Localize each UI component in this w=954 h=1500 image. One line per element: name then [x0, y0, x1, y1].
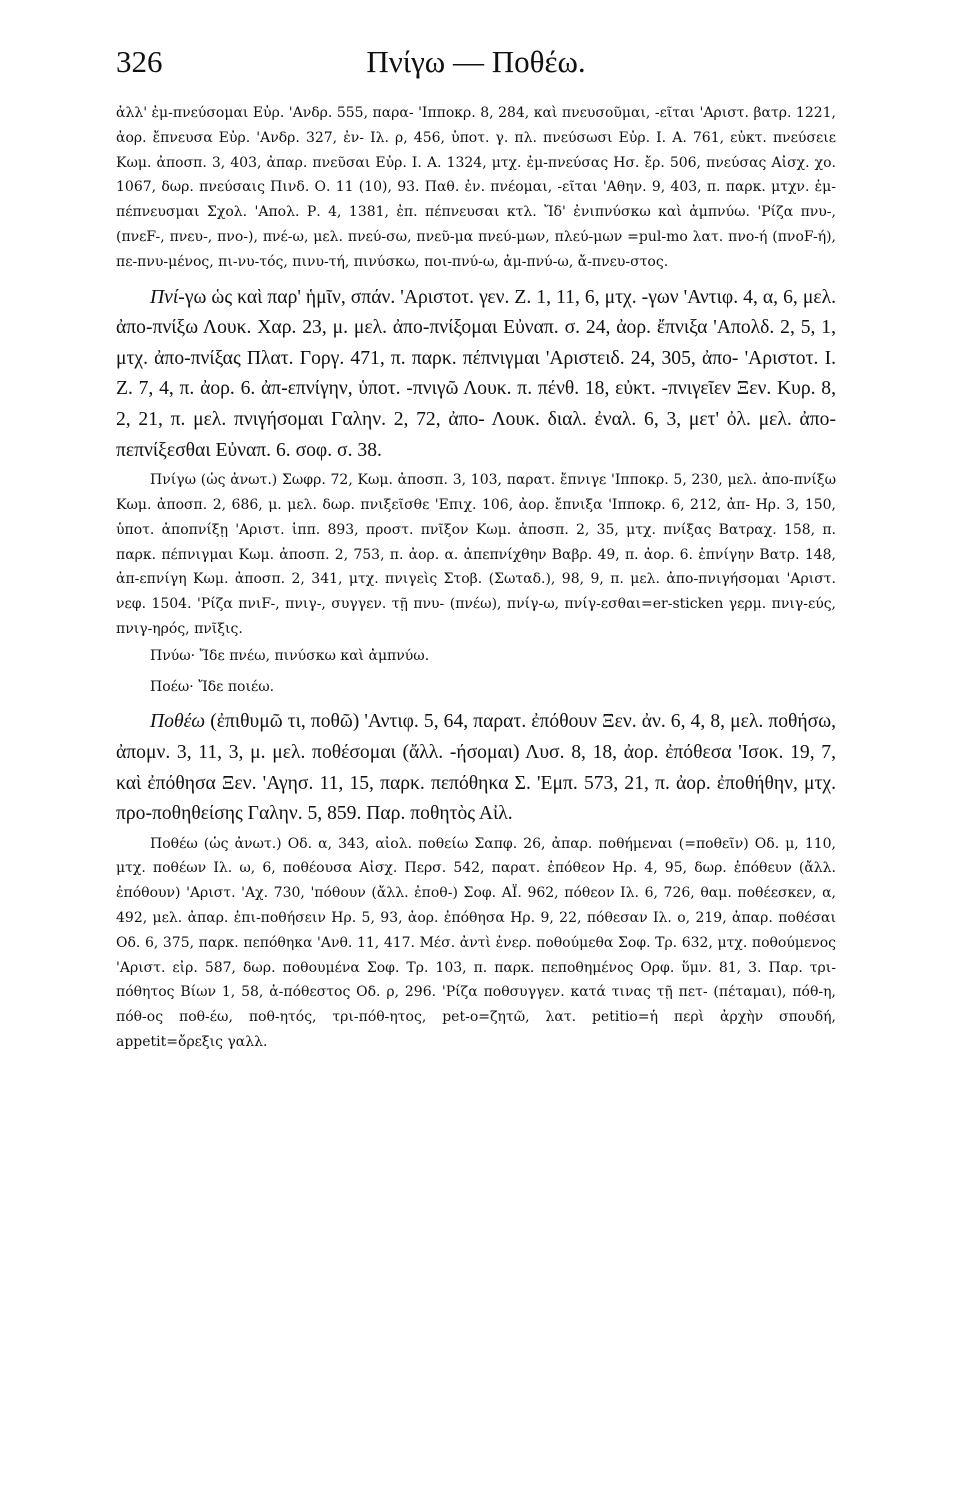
page-body — [116, 101, 836, 1055]
entry-text: Ποθέω (ὡς ἀνωτ.) Οδ. α, 343, αἰολ. ποθείω Σαπφ. 26, ἀπαρ. ποθήμεναι (=ποθεῖν) Οδ. μ, 110, μτχ. ποθέων Ιλ. ω, 6, ποθέουσα Αἰσχ. Περσ. 542, παρατ. ἐπόθεον Ηρ. 4, 95, δωρ. ἐπόθευν (ἄλλ. ἐπόθουν) 'Αριστ. 'Αχ. 730, 'πόθουν (ἄλλ. ἐποθ-) Σοφ. ΑΪ. 962, πόθεον Ιλ. 6, 726, θαμ. ποθέεσκεν, α, 492, μελ. ἀπαρ. ἐπι-ποθήσειν Ηρ. 5, 93, ἀορ. ἐπόθησα Ηρ. 9, 22, πόθεσαν Ιλ. ο, 219, ἀπαρ. ποθέσαι Οδ. 6, 375, παρκ. πεπόθηκα 'Ανθ. 11, 417. Μέσ. ἀντὶ ἐνερ. ποθούμεθα Σοφ. Τρ. 632, μτχ. ποθούμενος 'Αριστ. εἰρ. 587, δωρ. ποθουμένα Σοφ. Τρ. 103, π. παρκ. πεποθημένος Ορφ. ὕμν. 81, 3. Παρ. τρι-πόθητος Βίων 1, 58, ἀ-πόθεστος Οδ. ρ, 296. 'Ρίζα ποθσυγγεν. κατά τινας τῇ πετ- (πέταμαι), πόθ-η, πόθ-ος ποθ-έω, ποθ-ητός, τρι-πόθ-ητος, pet-o=ζητῶ, λατ. petitio=ἡ περὶ ἀρχὴν σπουδή, appetit=ὄρεξις γαλλ. — [116, 835, 836, 1051]
entry-text: Πνύω· Ἴδε πνέω, πινύσκω καὶ ἀμπνύω. — [150, 647, 430, 664]
entry-pneo-continued — [116, 101, 836, 275]
running-title: Πνίγω — Ποθέω. — [366, 44, 586, 79]
entry-text: (ἐπιθυμῶ τι, ποθῶ) 'Αντιφ. 5, 64, παρατ. ἐπόθουν Ξεν. ἀν. 6, 4, 8, μελ. ποθήσω, ἀπομν. 3, 11, 3, μ. μελ. ποθέσομαι (ἄλλ. -ήσομαι) Λυσ. 8, 18, ἀορ. ἐπόθεσα 'Ισοκ. 19, 7, καὶ ἐπόθησα Ξεν. 'Αγησ. 11, 15, παρκ. πεπόθηκα Σ. 'Εμπ. 573, 21, π. ἀορ. ἐποθήθην, μτχ. προ-ποθηθείσης Γαλην. 5, 859. Παρ. ποθητὸς Αἰλ. — [116, 711, 836, 825]
entry-potheo-attic — [116, 707, 836, 829]
running-head — [116, 40, 836, 84]
entry-potheo-other — [116, 832, 836, 1055]
entry-pnigo-other — [116, 468, 836, 642]
entry-lemma: Ποθέω — [150, 711, 206, 733]
entry-poeo-crossref — [116, 675, 836, 700]
entry-pnyo-crossref — [116, 644, 836, 669]
entry-text: Πνίγω (ὡς ἀνωτ.) Σωφρ. 72, Κωμ. ἀποσπ. 3, 103, παρατ. ἔπνιγε 'Ιπποκρ. 5, 230, μελ. ἀπο-πνίξω Κωμ. ἀποσπ. 2, 686, μ. μελ. δωρ. πνιξεῖσθε 'Επιχ. 106, ἀορ. ἔπνιξα 'Ιπποκρ. 6, 212, ἀπ- Ηρ. 3, 150, ὑποτ. ἀποπνίξῃ 'Αριστ. ἱππ. 893, προστ. πνῖξον Κωμ. ἀποσπ. 2, 35, μτχ. πνίξας Βατραχ. 158, π. παρκ. πέπνιγμαι Κωμ. ἀποσπ. 2, 753, π. ἀορ. α. ἀπεπνίχθην Βαβρ. 49, π. ἀορ. 6. ἐπνίγην Βατρ. 148, ἀπ-επνίγη Κωμ. ἀποσπ. 2, 341, μτχ. πνιγεὶς Στοβ. (Σωταδ.), 98, 9, π. μελ. ἀπο-πνιγήσομαι 'Αριστ. νεφ. 1504. 'Ρίζα πνιF-, πνιγ-, συγγεν. τῇ πνυ- (πνέω), πνίγ-ω, πνίγ-εσθαι=er-sticken γερμ. πνιγ-εύς, πνιγ-ηρός, πνῖξις. — [116, 472, 836, 637]
entry-text: -γω ὡς καὶ παρ' ἡμῖν, σπάν. 'Αριστοτ. γεν. Ζ. 1, 11, 6, μτχ. -γων 'Αντιφ. 4, α, 6, μελ. ἀπο-πνίξω Λουκ. Χαρ. 23, μ. μελ. ἀπο-πνίξομαι Εὐναπ. σ. 24, ἀορ. ἔπνιξα 'Απολδ. 2, 5, 1, μτχ. ἀπο-πνίξας Πλατ. Γοργ. 471, π. παρκ. πέπνιγμαι 'Αριστειδ. 24, 305, ἀπο- 'Αριστοτ. Ι. Ζ. 7, 4, π. ἀορ. 6. ἀπ-επνίγην, ὑποτ. -πνιγῶ Λουκ. π. πένθ. 18, εὐκτ. -πνιγεῖεν Ξεν. Κυρ. 8, 2, 21, π. μελ. πνιγήσομαι Γαλην. 2, 72, ἀπο- Λουκ. διαλ. ἐναλ. 6, 3, μετ' ὀλ. μελ. ἀπο-πεπνίξεσθαι Εὐναπ. 6. σοφ. σ. 38. — [116, 286, 836, 461]
entry-text: Ποέω· Ἴδε ποιέω. — [150, 678, 275, 695]
entry-pnigo-attic — [116, 283, 836, 467]
entry-text: ἀλλ' ἐμ-πνεύσομαι Εὐρ. 'Ανδρ. 555, παρα- 'Ιπποκρ. 8, 284, καὶ πνευσοῦμαι, -εῖται 'Αριστ. βατρ. 1221, ἀορ. ἔπνευσα Εὐρ. 'Ανδρ. 327, ἐν- Ιλ. ρ, 456, ὑποτ. γ. πλ. πνεύσωσι Εὐρ. Ι. Α. 761, εὐκτ. πνεύσειε Κωμ. ἀποσπ. 3, 403, ἀπαρ. πνεῦσαι Εὐρ. Ι. Α. 1324, μτχ. ἐμ-πνεύσας Ησ. ἔρ. 506, πνεύσας Αἰσχ. χο. 1067, δωρ. πνεύσαις Πινδ. Ο. 11 (10), 93. Παθ. ἐν. πνέομαι, -εῖται 'Αθην. 9, 403, π. παρκ. μτχν. ἐμ-πέπνευσμαι Σχολ. 'Απολ. Ρ. 4, 1381, ἐπ. πέπνευσαι κτλ. Ἴδ' ἐνιπνύσκω καὶ ἀμπνύω. 'Ρίζα πνυ-, (πνεF-, πνευ-, πνο-), πνέ-ω, μελ. πνεύ-σω, πνεῦ-μα πνεύ-μων, πλεύ-μων =pul-mo λατ. πνο-ή (πνοF-ή), πε-πνυ-μένος, πι-νυ-τός, πινυ-τή, πινύσκω, ποι-πνύ-ω, ἀμ-πνύ-ω, ἄ-πνευ-στος. — [116, 105, 836, 270]
entry-lemma: Πνί — [150, 286, 179, 308]
page-number: 326 — [116, 44, 163, 79]
